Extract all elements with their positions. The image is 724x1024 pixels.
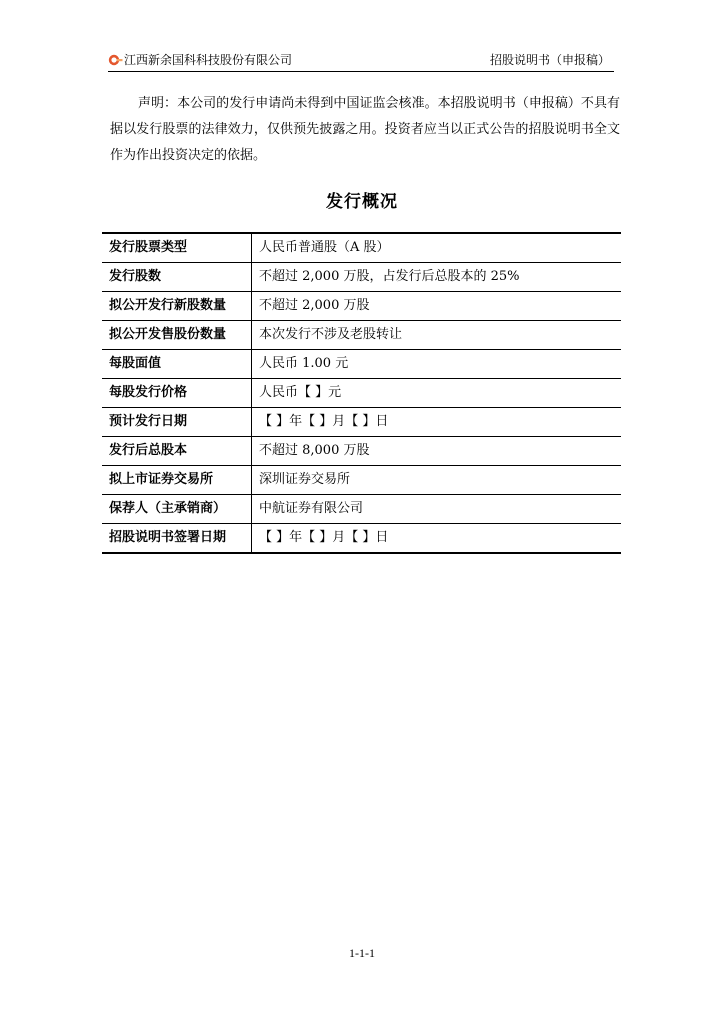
page-number: 1-1-1 [349,946,375,960]
table-row [102,379,621,408]
row-value: 深圳证券交易所 [252,466,622,495]
section-title: 发行概况 [326,192,398,212]
table-row [102,292,621,321]
table-row [102,263,621,292]
table-row [102,524,621,553]
row-label: 预计发行日期 [102,408,252,437]
row-label: 拟上市证券交易所 [102,466,252,495]
row-label: 发行股票类型 [102,234,252,263]
page-header [108,51,614,72]
header-company-name: 江西新余国科科技股份有限公司 [124,53,293,67]
issuance-overview-table [102,232,621,554]
header-doc-title: 招股说明书（申报稿） [489,53,610,67]
row-label: 每股面值 [102,350,252,379]
table-row [102,234,621,263]
row-value: 人民币【 】元 [252,379,622,408]
table-row [102,437,621,466]
table-row [102,350,621,379]
row-label: 招股说明书签署日期 [102,524,252,553]
row-label: 保荐人（主承销商） [102,495,252,524]
row-label: 拟公开发行新股数量 [102,292,252,321]
row-label: 每股发行价格 [102,379,252,408]
disclaimer-text: 声明：本公司的发行申请尚未得到中国证监会核准。本招股说明书（申报稿）不具有据以发行股票的法律效力，仅供预先披露之用。投资者应当以正式公告的招股说明书全文作为作出投资决定的依据。 [110,96,620,163]
row-value: 人民币 1.00 元 [252,350,622,379]
table-row [102,466,621,495]
table-row [102,408,621,437]
row-value: 【 】年【 】月【 】日 [252,408,622,437]
row-value: 不超过 2,000 万股，占发行后总股本的 25% [252,263,622,292]
row-value: 本次发行不涉及老股转让 [252,321,622,350]
row-label: 发行后总股本 [102,437,252,466]
header-company [108,52,292,68]
row-value: 不超过 2,000 万股 [252,292,622,321]
table-row [102,321,621,350]
row-label: 拟公开发售股份数量 [102,321,252,350]
row-label: 发行股数 [102,263,252,292]
row-value: 【 】年【 】月【 】日 [259,530,389,545]
disclaimer-statement [110,91,620,169]
table-row [102,495,621,524]
company-logo-icon [108,54,123,66]
row-value: 中航证券有限公司 [252,495,622,524]
row-value: 不超过 8,000 万股 [252,437,622,466]
row-value: 人民币普通股（A 股） [252,234,622,263]
